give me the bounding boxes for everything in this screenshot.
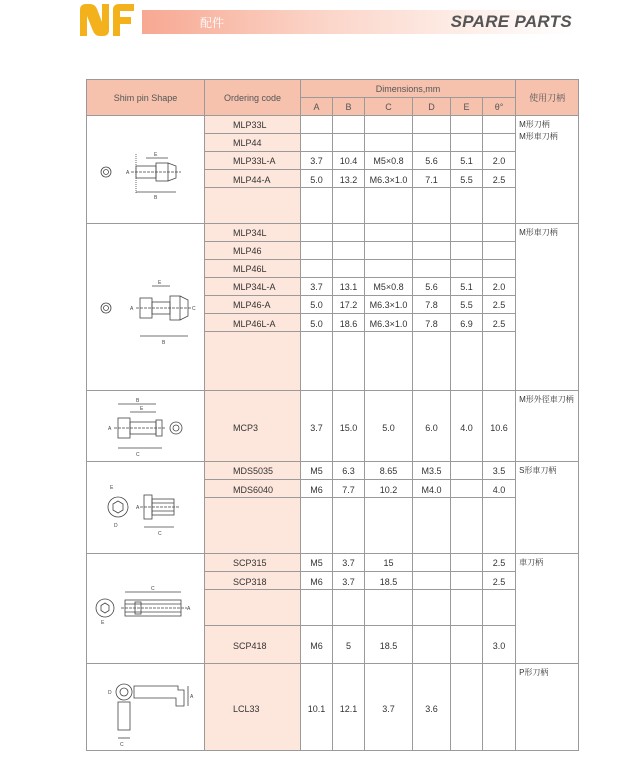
table-row <box>87 116 579 134</box>
empty-cell <box>301 498 333 554</box>
holder-label: P形刀柄 <box>519 668 549 677</box>
dim-d-value <box>413 626 451 664</box>
empty-cell <box>413 590 451 626</box>
empty-cell <box>483 188 516 224</box>
svg-text:A: A <box>189 694 193 700</box>
ordering-code-empty <box>205 590 301 626</box>
empty-cell <box>413 498 451 554</box>
empty-cell <box>333 498 365 554</box>
holder-label: M形車刀柄 <box>519 132 558 141</box>
dim-d-value <box>413 554 451 572</box>
table-row <box>87 664 579 751</box>
dim-theta-value <box>483 134 516 152</box>
empty-cell <box>413 332 451 391</box>
dim-b-value <box>333 224 365 242</box>
spare-parts-table <box>86 79 579 751</box>
svg-text:E: E <box>153 151 157 158</box>
dim-b-value: 18.6 <box>333 314 365 332</box>
dim-a-value: 5.0 <box>301 170 333 188</box>
nf-logo <box>78 2 136 38</box>
dim-c-value: 15 <box>365 554 413 572</box>
dim-e-value <box>451 554 483 572</box>
ordering-code: MLP34L-A <box>205 278 301 296</box>
dim-c-value: 18.5 <box>365 572 413 590</box>
empty-cell <box>333 590 365 626</box>
empty-cell <box>365 498 413 554</box>
dim-a-value <box>301 260 333 278</box>
dim-a-value: M5 <box>301 554 333 572</box>
holder-cell <box>516 224 579 391</box>
dim-e-value: 5.5 <box>451 296 483 314</box>
empty-cell <box>483 498 516 554</box>
dim-c-value <box>365 116 413 134</box>
dim-c-value: 10.2 <box>365 480 413 498</box>
ordering-code: SCP318 <box>205 572 301 590</box>
svg-text:A: A <box>125 169 129 176</box>
dim-c-value: M6.3×1.0 <box>365 170 413 188</box>
ordering-code: SCP418 <box>205 626 301 664</box>
dim-d-value: M3.5 <box>413 462 451 480</box>
dim-a-value: 5.0 <box>301 296 333 314</box>
dim-a-value <box>301 224 333 242</box>
empty-cell <box>365 590 413 626</box>
dim-a-value: 5.0 <box>301 314 333 332</box>
svg-text:A: A <box>129 306 133 312</box>
dim-b-value: 5 <box>333 626 365 664</box>
dim-theta-value <box>483 242 516 260</box>
empty-cell <box>365 188 413 224</box>
dim-e-value: 4.0 <box>451 391 483 462</box>
dim-theta-value: 2.5 <box>483 572 516 590</box>
dim-b-value: 17.2 <box>333 296 365 314</box>
table-row <box>87 462 579 480</box>
svg-text:E: E <box>100 619 104 626</box>
ordering-code: MDS5035 <box>205 462 301 480</box>
empty-cell <box>451 498 483 554</box>
empty-cell <box>451 188 483 224</box>
dim-e-value <box>451 242 483 260</box>
svg-text:E: E <box>139 406 143 412</box>
dim-c-value <box>365 242 413 260</box>
table-row <box>87 224 579 242</box>
ordering-code: MLP46L-A <box>205 314 301 332</box>
holder-label: M形車刀柄 <box>519 228 558 237</box>
section-title-cn: 配件 <box>200 16 225 30</box>
dim-e-value <box>451 134 483 152</box>
holder-cell <box>516 664 579 751</box>
dim-a-value: M6 <box>301 572 333 590</box>
dim-d-value <box>413 260 451 278</box>
section-banner <box>142 10 574 34</box>
dim-e-value <box>451 462 483 480</box>
dim-b-value: 3.7 <box>333 554 365 572</box>
dim-b-value: 15.0 <box>333 391 365 462</box>
svg-text:B: B <box>135 398 139 404</box>
header-dim-b: B <box>333 98 365 116</box>
svg-text:E: E <box>157 280 161 286</box>
dim-e-value: 5.1 <box>451 152 483 170</box>
ordering-code: MLP44-A <box>205 170 301 188</box>
dim-b-value: 10.4 <box>333 152 365 170</box>
dim-theta-value <box>483 224 516 242</box>
dim-c-value: 18.5 <box>365 626 413 664</box>
svg-text:B: B <box>161 340 165 346</box>
dim-c-value <box>365 224 413 242</box>
ordering-code-empty <box>205 188 301 224</box>
ordering-code: MDS6040 <box>205 480 301 498</box>
dim-e-value <box>451 224 483 242</box>
dim-theta-value: 2.5 <box>483 170 516 188</box>
holder-cell <box>516 116 579 224</box>
empty-cell <box>451 590 483 626</box>
holder-cell <box>516 554 579 664</box>
dim-b-value <box>333 242 365 260</box>
empty-cell <box>483 332 516 391</box>
dim-b-value: 12.1 <box>333 664 365 751</box>
svg-text:D: D <box>113 522 118 529</box>
dim-b-value <box>333 260 365 278</box>
svg-text:A: A <box>135 504 139 511</box>
dim-a-value: M6 <box>301 626 333 664</box>
dim-c-value: 8.65 <box>365 462 413 480</box>
svg-text:C: C <box>191 306 196 312</box>
empty-cell <box>483 590 516 626</box>
ordering-code: SCP315 <box>205 554 301 572</box>
header-holder: 使用刀柄 <box>516 80 579 116</box>
header-dim-d: D <box>413 98 451 116</box>
dim-a-value: M5 <box>301 462 333 480</box>
lcl-lever-drawing <box>87 664 205 751</box>
dim-e-value <box>451 572 483 590</box>
header-shape: Shim pin Shape <box>87 80 205 116</box>
dim-theta-value <box>483 260 516 278</box>
dim-d-value <box>413 242 451 260</box>
dim-c-value: 5.0 <box>365 391 413 462</box>
dim-e-value <box>451 480 483 498</box>
dim-d-value: 7.8 <box>413 314 451 332</box>
dim-e-value <box>451 626 483 664</box>
svg-text:C: C <box>119 742 124 748</box>
empty-cell <box>333 332 365 391</box>
holder-label: 車刀柄 <box>519 558 544 567</box>
ordering-code: MLP44 <box>205 134 301 152</box>
ordering-code: MCP3 <box>205 391 301 462</box>
dim-b-value <box>333 116 365 134</box>
holder-label: S形車刀柄 <box>519 466 557 475</box>
holder-label: M形刀柄 <box>519 120 550 129</box>
dim-theta-value <box>483 116 516 134</box>
holder-label: M形外徑車刀柄 <box>519 395 574 404</box>
header-dim-e: E <box>451 98 483 116</box>
dim-a-value <box>301 134 333 152</box>
ordering-code-empty <box>205 332 301 391</box>
dim-c-value <box>365 260 413 278</box>
ordering-code: MLP33L <box>205 116 301 134</box>
dim-e-value: 5.1 <box>451 278 483 296</box>
ordering-code: MLP34L <box>205 224 301 242</box>
dim-theta-value: 2.5 <box>483 314 516 332</box>
dim-b-value: 13.2 <box>333 170 365 188</box>
ordering-code: MLP46-A <box>205 296 301 314</box>
dim-c-value: M5×0.8 <box>365 152 413 170</box>
dim-d-value: 5.6 <box>413 278 451 296</box>
ordering-code-empty <box>205 498 301 554</box>
svg-text:C: C <box>135 452 140 458</box>
mds-screw-drawing <box>87 462 205 554</box>
dim-c-value: M5×0.8 <box>365 278 413 296</box>
header-dim-a: A <box>301 98 333 116</box>
dim-a-value <box>301 116 333 134</box>
section-title-en: SPARE PARTS <box>450 12 572 31</box>
ordering-code: MLP46L <box>205 260 301 278</box>
dim-theta-value: 2.0 <box>483 152 516 170</box>
svg-text:A: A <box>186 605 190 612</box>
ordering-code: MLP33L-A <box>205 152 301 170</box>
ordering-code: MLP46 <box>205 242 301 260</box>
dim-theta-value: 2.5 <box>483 554 516 572</box>
holder-cell <box>516 391 579 462</box>
dim-d-value: 3.6 <box>413 664 451 751</box>
dim-theta-value: 3.0 <box>483 626 516 664</box>
empty-cell <box>301 332 333 391</box>
dim-d-value <box>413 116 451 134</box>
dim-theta-value: 4.0 <box>483 480 516 498</box>
svg-text:E: E <box>109 484 113 491</box>
empty-cell <box>333 188 365 224</box>
svg-text:D: D <box>107 690 112 696</box>
dim-d-value <box>413 134 451 152</box>
empty-cell <box>301 188 333 224</box>
scp-screw-drawing <box>87 554 205 664</box>
dim-b-value: 6.3 <box>333 462 365 480</box>
dim-theta-value <box>483 664 516 751</box>
dim-d-value <box>413 224 451 242</box>
header-ordering-code: Ordering code <box>205 80 301 116</box>
dim-d-value: 6.0 <box>413 391 451 462</box>
empty-cell <box>301 590 333 626</box>
dim-a-value: 3.7 <box>301 391 333 462</box>
dim-c-value <box>365 134 413 152</box>
svg-text:B: B <box>153 194 157 201</box>
dim-d-value: M4.0 <box>413 480 451 498</box>
dim-e-value: 5.5 <box>451 170 483 188</box>
dim-d-value: 7.8 <box>413 296 451 314</box>
empty-cell <box>413 188 451 224</box>
dim-theta-value: 10.6 <box>483 391 516 462</box>
dim-d-value <box>413 572 451 590</box>
svg-text:A: A <box>107 426 111 432</box>
dim-e-value: 6.9 <box>451 314 483 332</box>
dim-b-value: 7.7 <box>333 480 365 498</box>
dim-b-value: 13.1 <box>333 278 365 296</box>
dim-b-value: 3.7 <box>333 572 365 590</box>
dim-theta-value: 3.5 <box>483 462 516 480</box>
dim-e-value <box>451 664 483 751</box>
mcp3-pin-drawing <box>87 391 205 462</box>
header-dim-theta: θ° <box>483 98 516 116</box>
header-dimensions: Dimensions,mm <box>301 80 516 98</box>
dim-a-value: M6 <box>301 480 333 498</box>
svg-text:C: C <box>150 585 155 592</box>
dim-c-value: M6.3×1.0 <box>365 314 413 332</box>
dim-a-value <box>301 242 333 260</box>
table-row <box>87 554 579 572</box>
empty-cell <box>365 332 413 391</box>
dim-theta-value: 2.0 <box>483 278 516 296</box>
empty-cell <box>451 332 483 391</box>
dim-d-value: 5.6 <box>413 152 451 170</box>
svg-text:C: C <box>157 530 162 537</box>
dim-e-value <box>451 260 483 278</box>
dim-c-value: 3.7 <box>365 664 413 751</box>
dim-a-value: 3.7 <box>301 278 333 296</box>
dim-a-value: 10.1 <box>301 664 333 751</box>
dim-c-value: M6.3×1.0 <box>365 296 413 314</box>
mlp33-shim-pin-drawing <box>87 116 205 224</box>
dim-a-value: 3.7 <box>301 152 333 170</box>
header-dim-c: C <box>365 98 413 116</box>
dim-b-value <box>333 134 365 152</box>
holder-cell <box>516 462 579 554</box>
ordering-code: LCL33 <box>205 664 301 751</box>
dim-e-value <box>451 116 483 134</box>
dim-d-value: 7.1 <box>413 170 451 188</box>
dim-theta-value: 2.5 <box>483 296 516 314</box>
mlp34-shim-pin-drawing <box>87 224 205 391</box>
table-row <box>87 391 579 462</box>
